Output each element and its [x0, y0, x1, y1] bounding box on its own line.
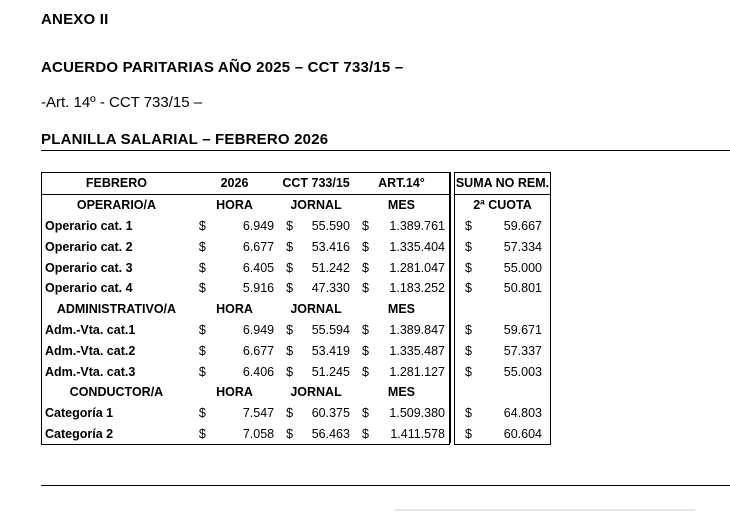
hourly-value: 6.949 — [242, 218, 275, 233]
section-header-row — [42, 194, 450, 215]
category-name: Operario cat. 1 — [45, 218, 133, 233]
table-row — [42, 320, 450, 341]
currency-sign: $ — [286, 426, 294, 441]
currency-sign: $ — [465, 406, 472, 421]
monthly-value: 1.389.761 — [389, 218, 445, 233]
non-remunerative-value: 59.667 — [503, 218, 542, 233]
column-mes: MES — [387, 385, 416, 400]
table-row — [42, 340, 450, 361]
currency-sign: $ — [465, 343, 472, 358]
currency-sign: $ — [465, 260, 472, 275]
monthly-value: 1.509.380 — [389, 406, 445, 421]
non-remunerative-value: 57.337 — [503, 343, 542, 358]
side-row — [455, 236, 551, 257]
currency-sign: $ — [198, 281, 206, 296]
table-row — [42, 278, 450, 299]
hourly-value: 6.405 — [242, 260, 275, 275]
currency-sign: $ — [361, 343, 369, 358]
column-jornal: JORNAL — [290, 385, 342, 400]
currency-sign: $ — [361, 406, 369, 421]
column-jornal: JORNAL — [290, 198, 342, 213]
currency-sign: $ — [465, 322, 472, 337]
side-row — [455, 424, 551, 445]
currency-sign: $ — [198, 260, 206, 275]
currency-sign: $ — [286, 239, 294, 254]
category-name: Categoría 1 — [45, 406, 114, 421]
article-reference: -Art. 14º - CCT 733/15 – — [41, 94, 203, 111]
currency-sign: $ — [465, 426, 472, 441]
non-remunerative-value: 64.803 — [503, 406, 542, 421]
currency-sign: $ — [361, 281, 369, 296]
column-mes: MES — [387, 302, 416, 317]
currency-sign: $ — [198, 406, 206, 421]
table-row — [42, 424, 450, 445]
monthly-value: 1.389.847 — [389, 322, 445, 337]
daily-value: 55.594 — [311, 322, 350, 337]
non-remunerative-value: 50.801 — [503, 281, 542, 296]
currency-sign: $ — [198, 364, 206, 379]
side-row — [455, 361, 551, 382]
column-mes: MES — [387, 198, 416, 213]
hourly-value: 6.677 — [242, 343, 275, 358]
hourly-value: 7.547 — [242, 406, 275, 421]
daily-value: 56.463 — [311, 426, 350, 441]
monthly-value: 1.183.252 — [389, 281, 445, 296]
side-row — [455, 278, 551, 299]
side-row — [455, 340, 551, 361]
monthly-value: 1.281.047 — [389, 260, 445, 275]
non-remunerative-value: 55.003 — [503, 364, 542, 379]
hourly-value: 6.406 — [242, 364, 275, 379]
footer-rule — [41, 485, 730, 486]
currency-sign: $ — [361, 426, 369, 441]
currency-sign: $ — [465, 281, 472, 296]
hourly-value: 7.058 — [242, 426, 275, 441]
hourly-value: 6.949 — [242, 322, 275, 337]
side-row — [455, 216, 551, 237]
currency-sign: $ — [286, 406, 294, 421]
category-name: Adm.-Vta. cat.2 — [45, 343, 136, 358]
currency-sign: $ — [465, 364, 472, 379]
table-row — [42, 403, 450, 424]
column-hora: HORA — [216, 385, 253, 400]
currency-sign: $ — [361, 322, 369, 337]
faint-line — [395, 509, 695, 511]
daily-value: 55.590 — [311, 218, 350, 233]
currency-sign: $ — [198, 343, 206, 358]
daily-value: 53.416 — [311, 239, 350, 254]
side-empty-cell — [455, 299, 551, 320]
currency-sign: $ — [286, 260, 294, 275]
table-row — [42, 361, 450, 382]
monthly-value: 1.411.578 — [390, 426, 445, 441]
category-name: Adm.-Vta. cat.3 — [45, 364, 136, 379]
section-title: ADMINISTRATIVO/A — [56, 302, 177, 317]
currency-sign: $ — [198, 218, 206, 233]
category-name: Categoría 2 — [45, 426, 114, 441]
section-header-row — [42, 299, 450, 320]
side-section-row — [455, 299, 551, 320]
category-name: Adm.-Vta. cat.1 — [45, 322, 136, 337]
side-section-row — [455, 382, 551, 403]
header-cct: CCT 733/15 — [278, 173, 354, 195]
currency-sign: $ — [198, 239, 206, 254]
non-remunerative-value: 60.604 — [503, 426, 542, 441]
non-remunerative-table — [454, 172, 551, 445]
daily-value: 60.375 — [311, 406, 350, 421]
header-year: 2026 — [191, 173, 278, 195]
currency-sign: $ — [465, 218, 472, 233]
currency-sign: $ — [198, 322, 206, 337]
column-hora: HORA — [216, 198, 253, 213]
title-underline — [41, 150, 730, 151]
currency-sign: $ — [361, 260, 369, 275]
currency-sign: $ — [286, 281, 294, 296]
non-remunerative-value: 59.671 — [503, 322, 542, 337]
side-row — [455, 320, 551, 341]
side-row — [455, 403, 551, 424]
header-art14: ART.14° — [354, 173, 450, 195]
section-title: OPERARIO/A — [76, 198, 157, 213]
currency-sign: $ — [361, 218, 369, 233]
monthly-value: 1.335.487 — [389, 343, 445, 358]
side-empty-cell — [455, 382, 551, 403]
column-hora: HORA — [216, 302, 253, 317]
side-row — [455, 257, 551, 278]
currency-sign: $ — [286, 218, 294, 233]
currency-sign: $ — [286, 364, 294, 379]
table-header-row — [42, 173, 450, 195]
column-jornal: JORNAL — [290, 302, 342, 317]
section-header-row — [42, 382, 450, 403]
currency-sign: $ — [286, 322, 294, 337]
currency-sign: $ — [361, 239, 369, 254]
monthly-value: 1.335.404 — [389, 239, 445, 254]
daily-value: 47.330 — [311, 281, 350, 296]
category-name: Operario cat. 3 — [45, 260, 133, 275]
table-row — [42, 257, 450, 278]
daily-value: 53.419 — [311, 343, 350, 358]
non-remunerative-value: 57.334 — [503, 239, 542, 254]
monthly-value: 1.281.127 — [389, 364, 445, 379]
category-name: Operario cat. 4 — [45, 281, 133, 296]
currency-sign: $ — [286, 343, 294, 358]
hourly-value: 6.677 — [242, 239, 275, 254]
agreement-title: ACUERDO PARITARIAS AÑO 2025 – CCT 733/15 – — [41, 59, 404, 76]
category-name: Operario cat. 2 — [45, 239, 133, 254]
currency-sign: $ — [361, 364, 369, 379]
table-row — [42, 216, 450, 237]
side-section-row — [455, 194, 551, 215]
currency-sign: $ — [198, 426, 206, 441]
non-remunerative-value: 55.000 — [503, 260, 542, 275]
side-header-row — [455, 173, 551, 195]
daily-value: 51.245 — [311, 364, 350, 379]
side-header-suma: SUMA NO REM. — [455, 173, 551, 195]
salary-table — [41, 172, 450, 445]
side-header-cuota: 2ª CUOTA — [473, 198, 532, 213]
section-title: CONDUCTOR/A — [69, 385, 164, 400]
hourly-value: 5.916 — [242, 281, 275, 296]
table-row — [42, 236, 450, 257]
annex-title: ANEXO II — [41, 11, 109, 28]
salary-sheet-title: PLANILLA SALARIAL – FEBRERO 2026 — [41, 131, 329, 148]
header-month: FEBRERO — [42, 173, 191, 195]
daily-value: 51.242 — [311, 260, 350, 275]
currency-sign: $ — [465, 239, 472, 254]
